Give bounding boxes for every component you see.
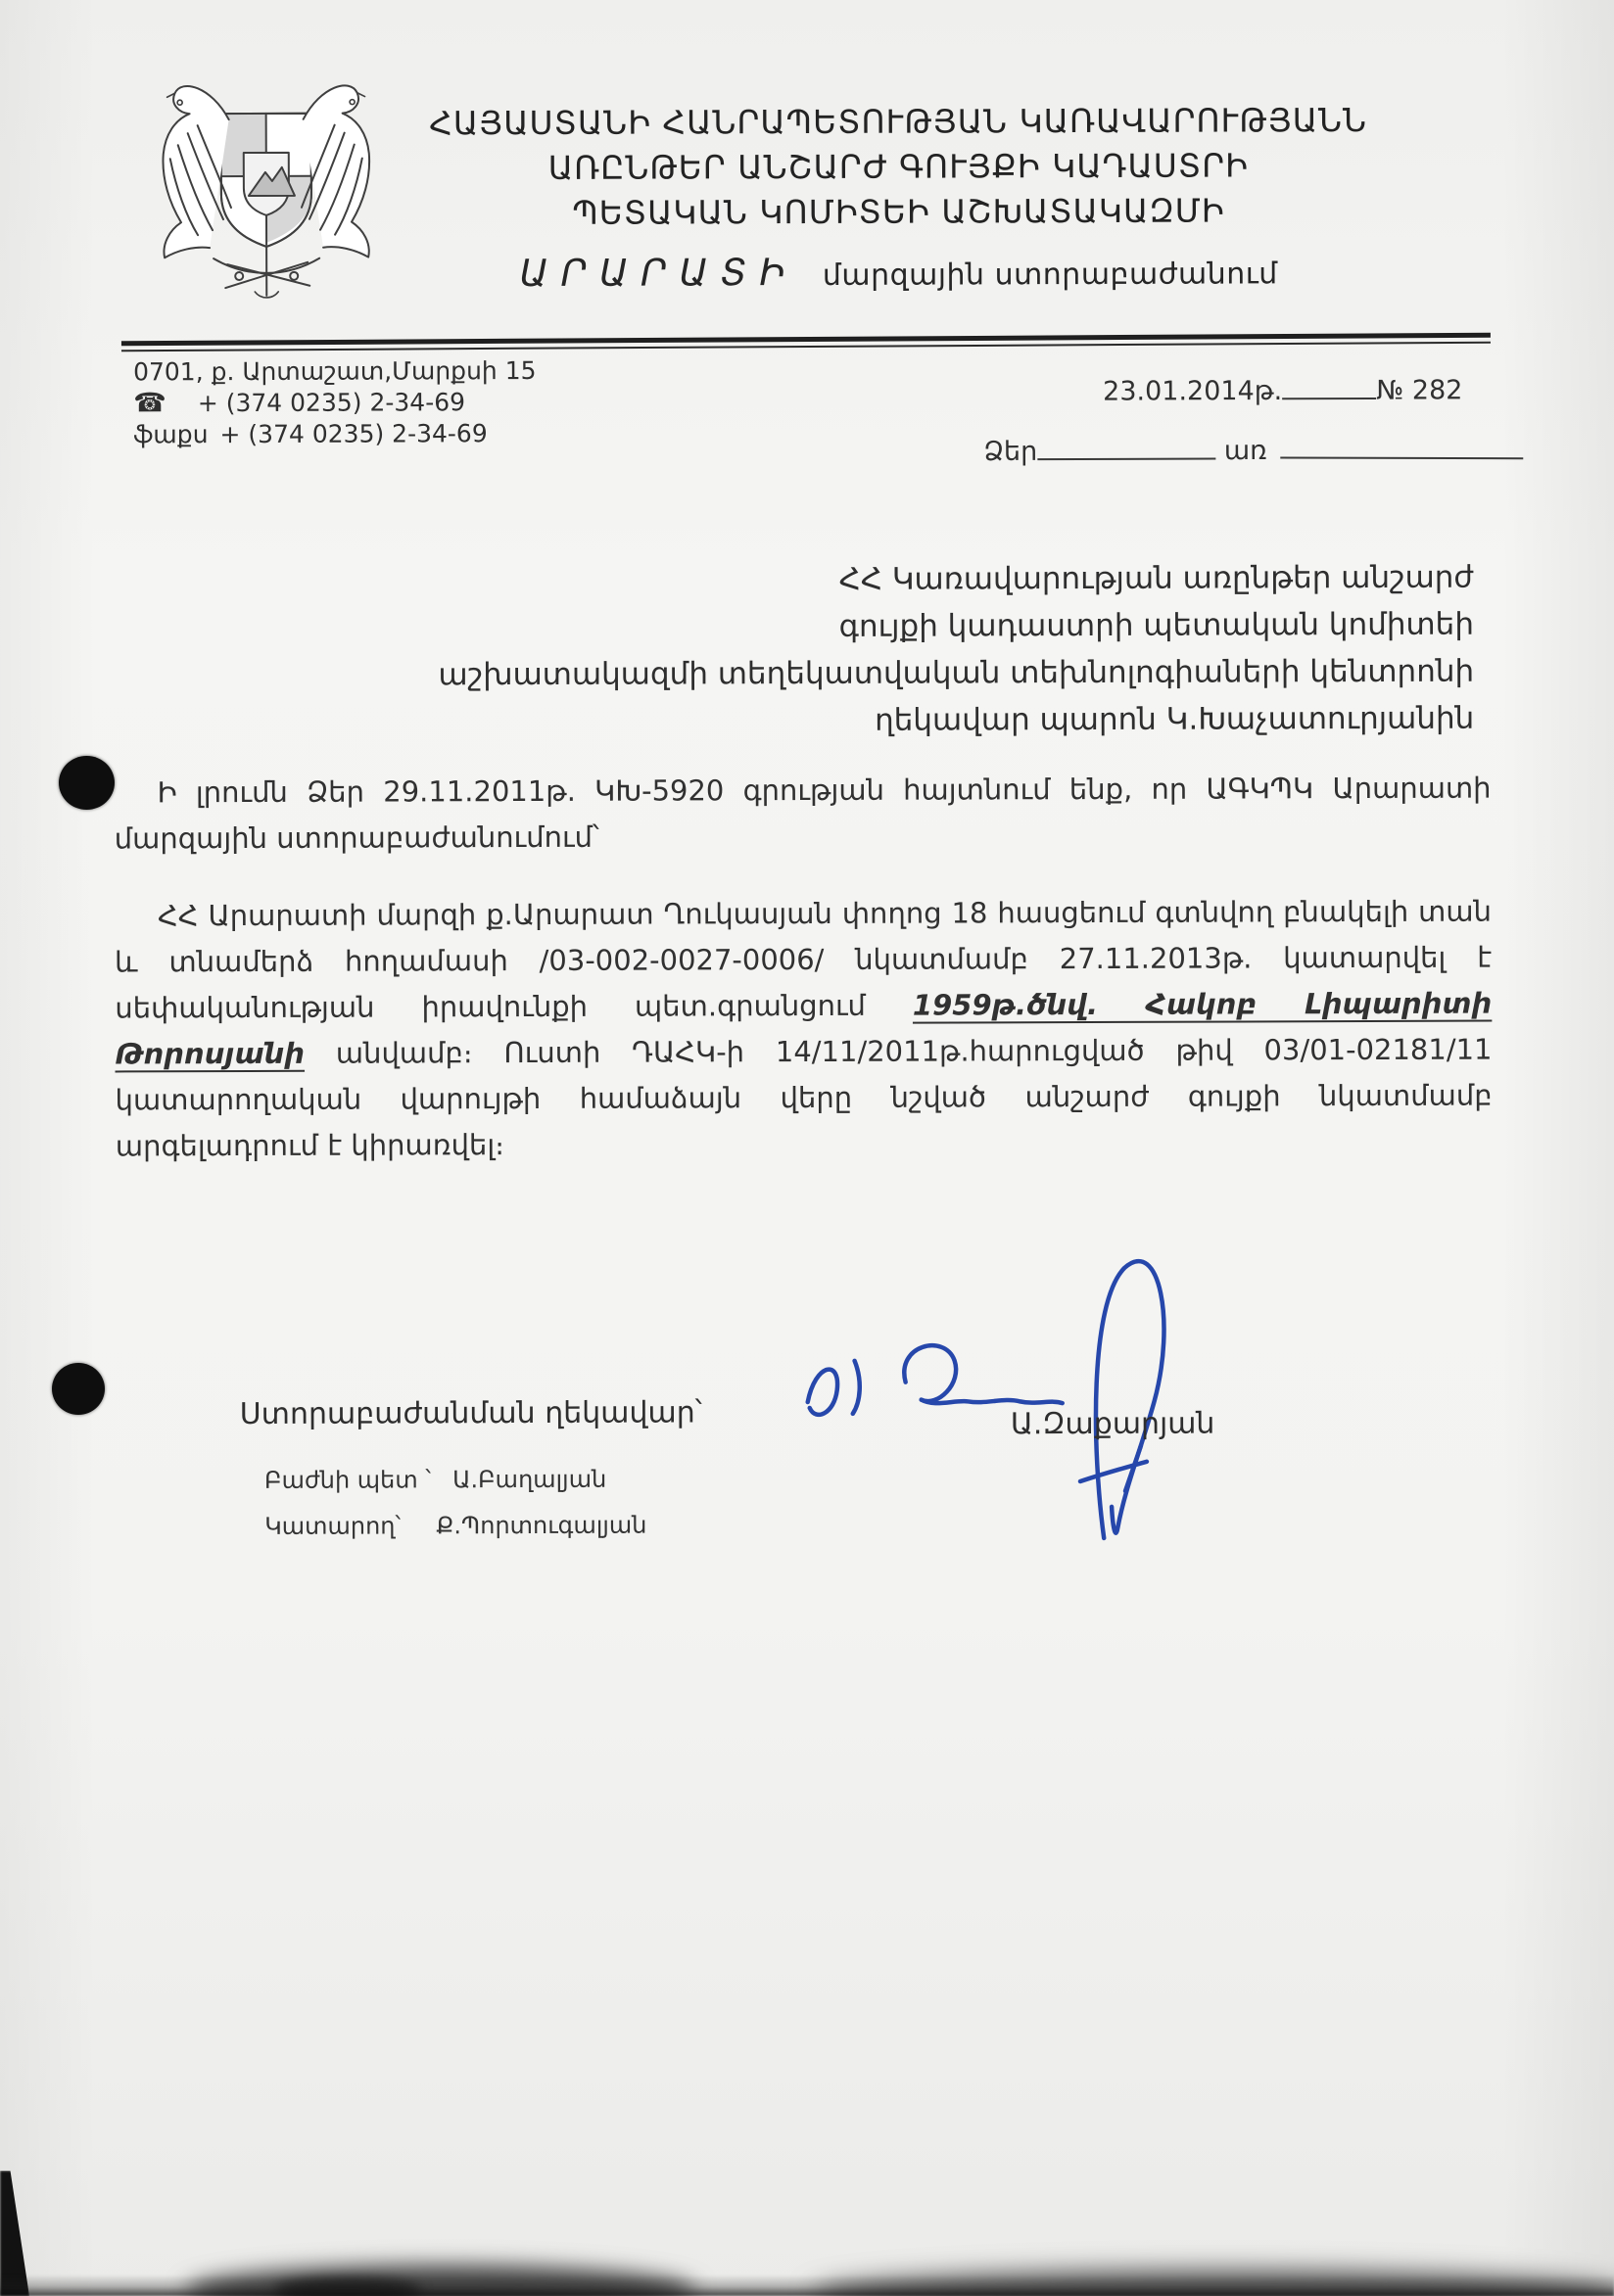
your-blank-line (1037, 433, 1215, 460)
addressee-block (293, 554, 1475, 746)
org-name-line-3: ՊԵՏԱԿԱՆ ԿՈՄԻՏԵԻ ԱՇԽԱՏԱԿԱԶՄԻ (572, 191, 1225, 232)
addressee-line-2: գույքի կադաստրի պետական կոմիտեի (838, 606, 1475, 644)
fax-number: + (374 0235) 2-34-69 (219, 419, 488, 449)
signature-title: Ստորաբաժանման ղեկավար՝ (239, 1395, 702, 1432)
org-name-line-1: ՀԱՅԱՍՏԱՆԻ ՀԱՆՐԱՊԵՏՈՒԹՅԱՆ ԿԱՌԱՎԱՐՈՒԹՅԱՆՆ (429, 100, 1368, 143)
re-blank-line (1281, 432, 1524, 459)
coat-of-arms-icon (117, 28, 416, 333)
signer-name: Ա.Զաքարյան (1010, 1406, 1215, 1442)
executor-name: Ք.Պորտուգալյան (436, 1511, 647, 1540)
organization-name (408, 98, 1388, 236)
phone-icon: ☎ (133, 388, 166, 419)
executor-line (264, 1512, 646, 1540)
department-head-line (264, 1466, 606, 1494)
paragraph-2-end: անվամբ։ Ուստի ԴԱՀԿ-ի 14/11/2011թ.հարուցված թիվ 03/01-02181/11 կատարողական վարույթի համաձայն վերը նշված անշարժ գույքի նկատմամբ արգելադրում է կիրառվել։ (115, 1032, 1493, 1163)
paragraph-2-start: ՀՀ Արարատի մարզի ք.Արարատ Ղուկասյան փողոց 18 հասցեում գտնվող բնակելի տան և տնամերձ հողամասի /03-002-0027-0006/ նկատմամբ 27.11.2013թ. կատարվել է սեփականության իրավունքի պետ.գրանցում (115, 894, 1493, 1025)
your-label: Ձեր (983, 436, 1038, 468)
body-paragraph-1: Ի լրումն Ձեր 29.11.2011թ. ԿԽ-5920 գրության հայտնում ենք, որ ԱԳԿՊԿ Արարատի մարզային ստորաբաժանումում՝ (114, 771, 1492, 856)
department-head-label: Բաժնի պետ ՝ (263, 1466, 432, 1494)
hole-punch-top (59, 756, 115, 810)
owner-name-emphasis: 1959թ.ծնվ. Հակոբ Լիպարիտի Թորոսյանի (115, 986, 1493, 1071)
letter-date: 23.01.2014թ. (1103, 375, 1283, 407)
branch-title (409, 249, 1389, 295)
phone-number: + (374 0235) 2-34-69 (197, 388, 466, 418)
branch-name: ԱՐԱՐԱՏԻ (519, 251, 798, 296)
addressee-line-4: ղեկավար պարոն Կ.Խաչատուրյանին (874, 700, 1475, 738)
addressee-line-3: աշխատակազմի տեղեկատվական տեխնոլոգիաների կենտրոնի (438, 653, 1475, 693)
contact-block (133, 355, 537, 450)
contact-phone-line (133, 387, 537, 419)
letter-number: № 282 (1376, 375, 1463, 406)
letterhead-divider (121, 333, 1491, 352)
executor-label: Կատարող՝ (264, 1512, 402, 1540)
branch-type: մարզային ստորաբաժանում (822, 257, 1278, 293)
addressee-line-1: ՀՀ Կառավարության առընթեր անշարժ (838, 559, 1474, 597)
date-blank-line (1282, 372, 1376, 399)
reference-date-line (1103, 372, 1462, 407)
fax-label: ֆաքս (133, 420, 209, 449)
scan-bottom-shadow (0, 2274, 1614, 2296)
org-name-line-2: ԱՌԸՆԹԵՐ ԱՆՇԱՐԺ ԳՈՒՅՔԻ ԿԱԴԱՍՏՐԻ (547, 146, 1249, 187)
re-label: առ (1223, 435, 1267, 467)
body-paragraph-2 (115, 889, 1493, 1170)
contact-address: 0701, ք. Արտաշատ,Մարքսի 15 (132, 355, 537, 387)
reference-your-line (983, 431, 1523, 467)
signature-scribble-icon (780, 1234, 1231, 1549)
department-head-name: Ա.Բաղալյան (452, 1465, 607, 1494)
contact-fax-line (133, 418, 537, 450)
hole-punch-bottom (52, 1363, 105, 1415)
